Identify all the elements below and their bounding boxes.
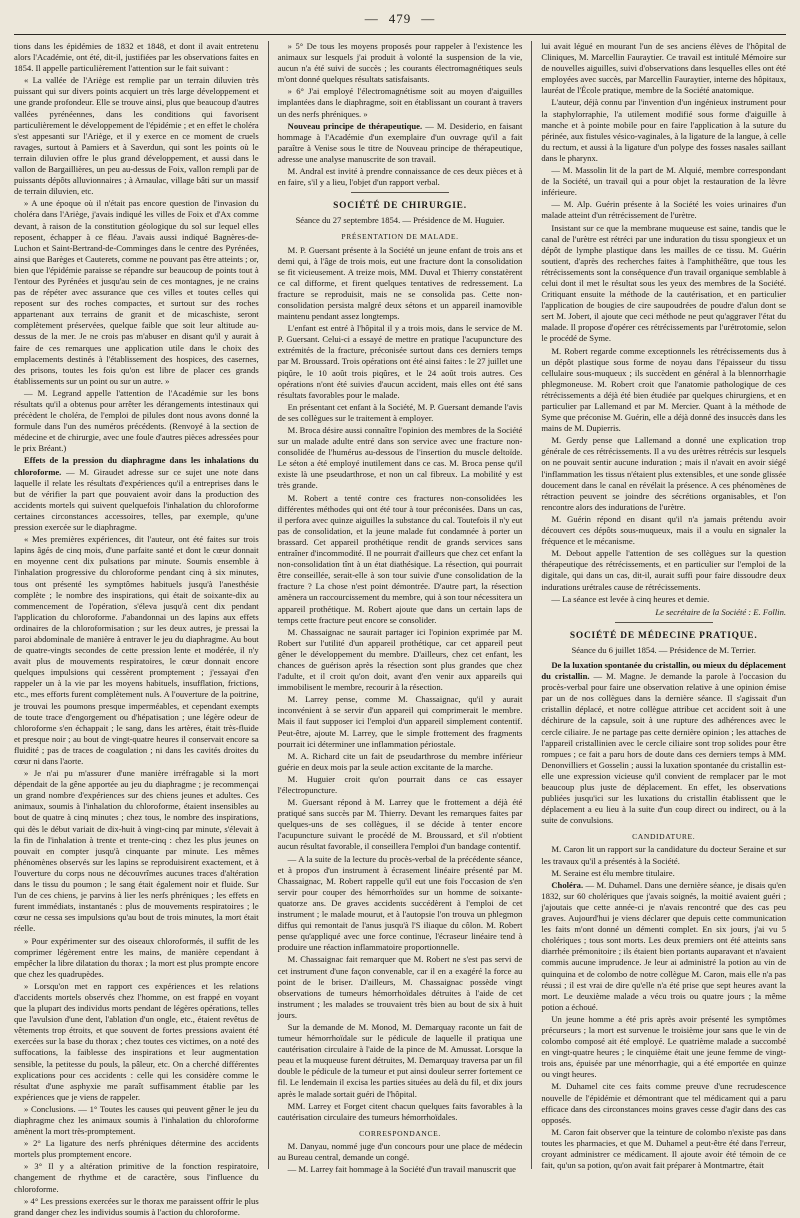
paragraph: « Mes premières expériences, dit l'auteur, ont été faites sur trois lapins âgés de cinq mois, d'une parfaite santé et dont le cœur donnait en moyenne cent dix pulsations par minute. Soumis ensemble à l'inhalation progressive du chloroforme pendant cinq à six minutes, tous ont présenté les symptômes habituels jusqu'à l'anesthésie complète ; le nombre des inspirations, qui était de soixante-dix au commencement de l'opération, s'éleva jusqu'à cent dix pendant l'application du chloroforme. J'abandonnai un des lapins aux effets ordinaires de la chloroformisation ; sur les deux autres, je pressai la paroi abdominale de manière à entraver le jeu du diaphragme. Au bout de quatre-vingts secondes de cette pression lente et modérée, il n'y avait plus de mouvements respiratoires, le cœur donnait encore quelques impulsions qui cessèrent promptement ; j'essayai d'en rappeler un à la vie par les moyens habituels, insufflation, frictions, etc., mes efforts furent complètement nuls. A l'ouverture de la poitrine, je trouvai les poumons presque imperméables, et cependant exempts de toute trace d'engorgement ou d'hépatisation ; une légère odeur de chloroforme s'en échappait ; le sang, dans les artères, était très-fluide et presque noir ; au bout de vingt-quatre heures il conservait encore sa fluidité ; pas de traces de coagulation ; ni dans les cavités droites du cœur ni dans l'aorte. — [14, 534, 259, 766]
section-divider — [351, 192, 449, 193]
paragraph: » Pour expérimenter sur des oiseaux chloroformés, il suffit de les comprimer légèrement entre les mains, de manière cependant à empêcher la libre dilatation du thorax ; la mort est plus prompte encore que chez les quadrupèdes. — [14, 935, 259, 979]
paragraph: M. Gerdy pense que Lallemand a donné une explication trop générale de ces rétrécissements. Il a vu des urètres rétrécis sur lesquels on ne pouvait sentir aucune induration ; mais il n'avait en avoir siégé l'inflammation les tissus n'étaient plus extensibles, et une sonde glissée doucement dans le canal en révélait la présence. A ces phénomènes de rétraction peuvent se joindre des sécrétions organisables, et l'on rencontre alors des indurations de l'urètre. — [541, 435, 787, 512]
paragraph: M. A. Richard cite un fait de pseudarthrose du membre inférieur guérie en deux mois par la seule action excitante de la marche. — [277, 750, 523, 772]
paragraph-text: — M. Desiderio, en faisant hommage à l'Académie d'un exemplaire d'un ouvrage qu'il a fait paraître à Venise sous le titre de Nouveau principe de thérapeutique, adresse une analyse manuscrite de son travail. — [277, 120, 523, 164]
paragraph-text: — M. Magne. Je demande la parole à l'occasion du procès-verbal pour faire une observation relative à une opinion émise par un de nos collègues dans la dernière séance. Il s'agissait d'un cristallin déplacé, et notre collègue attribue cet accident soit à une déchirure de la capsule, soit à une rupture des adhérences avec le cercle ciliaire. Je ne partage pas cette dernière opinion ; les attaches de l'appareil cristallinien avec le cercle ciliaire sont trop solides pour être rompues ; ce fait a paru hors de doute dans ces derniers temps à MM. Denonvilliers et Gosselin ; aussi la luxation spontanée du cristallin est-elle une expression vicieuse qu'il convient de remplacer par le mot beaucoup plus juste de déplacement. En effet, les observations publiées jusqu'ici sur les luxations du cristallin établissent que le déplacement a eu lieu à la suite d'un coup direct ou indirect, ou à la suite de convulsions. — [541, 671, 787, 826]
paragraph: En présentant cet enfant à la Société, M. P. Guersant demande l'avis de ses collègues sur le traitement à employer. — [277, 401, 523, 423]
paragraph: M. Huguier croit qu'on pourrait dans ce cas essayer l'électropuncture. — [277, 773, 523, 795]
session-line: Séance du 6 juillet 1854. — Présidence de M. Terrier. — [571, 644, 756, 655]
paragraph: — M. Alp. Guérin présente à la Société les voies urinaires d'un malade atteint d'un rétrécissement de l'urètre. — [541, 199, 787, 221]
paragraph: M. Chassaignac ne saurait partager ici l'opinion exprimée par M. Robert sur l'utilité d'un appareil prothétique, car cet appareil peut gêner le développement du membre. D'ailleurs, chez cet enfant, les chances de guérison après la résection sont plus grandes que chez l'adulte, et il croit qu'on doit, avant d'en venir aux appareils qui immobilisent le membre, recourir à la résection. — [277, 626, 523, 693]
section-title: SOCIÉTÉ DE MÉDECINE PRATIQUE. — [569, 630, 758, 641]
paragraph: M. Debout appelle l'attention de ses collègues sur la question thérapeutique des rétrécissements, et en particulier sur l'emploi de la digitale, qui dans un cas, dit-il, aurait suffi pour faire dissoudre deux indurations urétrales cause de rétrécissements. — [541, 548, 787, 592]
paragraph: M. Robert a tenté contre ces fractures non-consolidées les différentes méthodes qui ont été tour à tour préconisées. Dans un cas, il perfora avec quinze aiguilles la substance du cal. Toutefois il n'y eut pas de consolidation, et la jeune malade fut condamnée à porter un brassard. Cet appareil prothétique rendit de grands services sans entraîner d'incommodité. Il ne pourrait d'ailleurs que chez cet enfant la non-consolidation tînt à un état diathésique. La résection, qui pourrait être conseillée, serait-elle à son tour suivie d'une consolidation de la fracture ? La chose n'est point démontrée. D'autre part, la résection amènera un raccourcissement du membre, qui à son tour nécessitera un appareil prothétique. M. Robert ajoute que dans un certain laps de temps cette fracture peut encore se consolider. — [277, 492, 523, 625]
column-3 — [541, 41, 786, 1169]
paragraph: — M. Larrey fait hommage à la Société d'un travail manuscrit que — [287, 1164, 516, 1175]
paragraph: L'auteur, déjà connu par l'invention d'un ingénieux instrument pour la staphylorraphie, l'a utilement modifié sous forme d'aiguille à manche et à pointe mobile pour en faire l'application à la suture du périnée, aux fistules vésico-vaginales, à la ligature de la langue, à celle du rectum, et aussi à la ligature d'un polype des fosses nasales saillant dans le pharynx. — [541, 97, 787, 163]
paragraph: M. Guersant répond à M. Larrey que le frottement a déjà été pratiqué sans succès par M. Thierry. Devant les remarques faites par quelques-uns de ses collègues, il se décide à tenter encore l'acupuncture suivant le procédé de M. Broussard, et s'il n'obtient aucun résultat favorable, il conseillera l'emploi d'un bandage contentif. — [277, 797, 523, 852]
paragraph: MM. Larrey et Forget citent chacun quelques faits favorables à la cautérisation circulaire des tumeurs hémorrhoïdales. — [277, 1100, 523, 1122]
column-2 — [277, 41, 523, 1175]
paragraph: Un jeune homme a été pris après avoir présenté les symptômes précurseurs ; la mort est survenue le troisième jour sans que le vin de colombo composé ait été employé. Le quatrième malade a succombé en vingt-quatre heures ; le cinquième était une jeune femme de vingt-trois ans, épuisée par une ménorrhagie, qui a été emportée en quinze ou vingt heures. — [541, 1013, 787, 1080]
subheading: CANDIDATURE. — [632, 832, 696, 842]
paragraph: » A une époque où il n'était pas encore question de l'invasion du choléra dans l'Ariège, j'avais indiqué les villes de Foix et d'Ax comme devant, à raison de la constitution géologique du sol sur lequel elles reposent, échapper à ce fléau. J'avais aussi indiqué Bagnères-de-Luchon et Saint-Bertrand-de-Comminges dans le centre des Pyrénées, ainsi que Barèges et Cauterets, comme ne pouvant pas être atteints ; or, bien que l'épidémie paraisse se répandre sur beaucoup de points tout à l'entour des Pyrénées et jusqu'au sein de ces montagnes, je ne crains pas de répéter avec assurance que ces villes et toutes celles qui reposent sur des roches compactes, et surtout sur des roches appartenant aux terrains de granit et de micaschiste, seront complètement préservées, quelque faible que soit leur altitude au-dessus de la mer. Je ne crois pas m'abuser en disant qu'il y aurait à faire de ces remarques une application utile dans le choix des emplacements destinés à l'établissement des hospices, des casernes, des prisons, toutes les fois qu'on est libre de placer ces grands établissements sur un point ou sur un autre. » — [14, 198, 259, 386]
section-title: SOCIÉTÉ DE CHIRURGIE. — [333, 201, 467, 212]
paragraph: — A la suite de la lecture du procès-verbal de la précédente séance, et à propos d'un instrument à écrasement linéaire présenté par M. Chassaignac, M. Robert rappelle qu'il eut une fois l'occasion de s'en servir pour couper des hémorrhoïdes sur un homme de soixante-quatorze ans. De graves accidents succédèrent à l'emploi de cet instrument ; le malade mourut, et à l'autopsie l'on trouva un phlegmon diffus qui remontait de l'anus jusqu'à l'S iliaque du côlon. M. Robert pense qu'appliqué avec une force continue, l'écraseur linéaire tend à produire une réaction inflammatoire proportionnelle. — [277, 853, 523, 953]
paragraph: — M. Legrand appelle l'attention de l'Académie sur les bons résultats qu'il a obtenus pour arrêter les dérangements intestinaux qui précèdent le choléra, de l'emploi de pilules dont nous avons donné la formule dans l'un des numéros précédents. (Renvoyé à la section de médecine et de chirurgie, avec une foule d'autres pièces adressées pour le prix Bréant.) — [14, 387, 259, 454]
paragraph: — M. Massolin lit de la part de M. Alquié, membre correspondant de la Société, un travail qui a pour objet la restauration de la lèvre inférieure. — [541, 165, 787, 198]
header-dash-left: — — [364, 11, 379, 26]
paragraph: » 3° Il y a altération primitive de la fonction respiratoire, changement de rhythme et de caractère, sous l'influence du chloroforme. — [14, 1161, 259, 1194]
paragraph: lui avait légué en mourant l'un de ses anciens élèves de l'hôpital de Cliniques, M. Marcellin Fauraytier. Ce travail est intitulé Mémoire sur de nouvelles aiguilles, suivi d'observations dans lesquelles elles ont été employées avec succès, par Marcellin Fauraytier, interne des hôpitaux, lauréat de l'École pratique, membre de la Société anatomique. — [541, 41, 787, 96]
column-divider — [268, 41, 269, 1169]
header-dash-right: — — [421, 11, 436, 26]
column-divider — [531, 41, 532, 1169]
secretary-signature: Le secrétaire de la Société : E. Follin. — [655, 606, 787, 617]
paragraph: Insistant sur ce que la membrane muqueuse est saine, tandis que le canal de l'urètre est rétréci par une induration du tissu spongieux et un dépôt de lymphe plastique dans les mailles de ce tissu. M. Guérin soutient, d'après des recherches faites à l'amphithéâtre, que tous les rétrécissements sont la conséquence d'un travail organique semblable à celui dont il met le résultat sous les yeux des membres de la Société. Critiquant ensuite la méthode de la cautérisation, et en particulier l'application de bougies de cire saupoudrées de poudre d'alun dont se sert M. Jobert, il ajoute que ceci méthode ne peut qu'aggraver l'état du malade. Il propose d'opérer ces rétrécissements par l'urétrotomie, selon le procédé de Syme. — [541, 222, 787, 344]
paragraph: « La vallée de l'Ariège est remplie par un terrain diluvien très puissant qui sur divers points acquiert un très large développement et une grande profondeur. Elle se trouve ainsi, plus que beaucoup d'autres vallées pyrénéennes, dans les conditions qui favorisent particulièrement le développement de l'épidémie ; et en effet le choléra s'est appesanti sur l'Ariège, et il y exerce en ce moment de cruels ravages, surtout à Pamiers et à Saverdun, qui sont les points où le terrain diluvien offre le plus grand développement, et aussi dans le vallon de Bargaillières, un peu au-dessus de Foix, vallon rempli par de puissants dépôts alluvionnaires ; à Arnaulac, village bâti sur un massif de terrain diluvien, etc. — [14, 75, 259, 197]
paragraph-title: Choléra. — [551, 879, 584, 890]
column-1 — [14, 41, 259, 1217]
paragraph-with-title — [14, 455, 259, 533]
paragraph: M. Guérin répond en disant qu'il n'a jamais prétendu avoir découvert ces dépôts sous-muqueux, mais il a voulu en signaler la fréquence et le mécanisme. — [541, 513, 787, 547]
paragraph: Sur la demande de M. Monod, M. Demarquay raconte un fait de tumeur hémorrhoïdale sur le pédicule de laquelle il pratiqua une cautérisation circulaire à l'aide de la pince de M. Amussat. Lorsque la peau et la muqueuse furent détruites, M. Demarquay traversa par un fil double le pédicule de la tumeur et put ainsi douleur serrer fortement ce fil. Le lendemain il excisa les parties situées au delà du fil, et dix jours après le malade sortait guéri de l'hôpital. — [277, 1021, 523, 1099]
paragraph: M. P. Guersant présente à la Société un jeune enfant de trois ans et demi qui, à l'âge de trois mois, eut une fracture dont la consolidation se fit vicieusement. A treize mois, MM. Duval et Thierry constatèrent ce cal difforme, et firent quelques tentatives de redressement. La fracture se reproduisit, mais ne se consolida pas. Cette non-consolidation persista malgré deux sétons et un appareil inamovible maintenu pendant assez longtemps. — [277, 244, 523, 322]
header-rule — [14, 34, 786, 35]
paragraph: » 2° La ligature des nerfs phréniques détermine des accidents mortels plus promptement encore. — [14, 1138, 259, 1160]
paragraph-title: Effets de la pression du diaphragme dans les inhalations du chloroforme. — [14, 455, 259, 477]
paragraph: M. Danyau, nommé juge d'un concours pour une place de médecin au Bureau central, demande un congé. — [277, 1140, 523, 1162]
paragraph: tions dans les épidémies de 1832 et 1848, et dont il avait entretenu alors l'Académie, ont été, dit-il, justifiées par les observations faites en 1854. Il appelle particulièrement l'attention sur le fait suivant : — [14, 41, 259, 74]
paragraph-with-title — [541, 660, 786, 826]
paragraph: M. Robert regarde comme exceptionnels les rétrécissements dus à un dépôt plastique sous forme de noyau dans l'épaisseur du tissu cellulaire sous-muqueux ; ils succèdent en général à la blennorrhagie phlegmoneuse. M. Robert croit que l'anatomie pathologique de ces rétrécissements a déjà été bien étudiée par quelques chirurgiens, et en particulier par Lallemand et par M. Mercier. Quant à la méthode de Syme que préconise M. Guérin, elle a déjà donné des insuccès dans les mains de M. Dupierris. — [541, 345, 787, 434]
paragraph: L'enfant est entré à l'hôpital il y a trois mois, dans le service de M. P. Guersant. Celui-ci a essayé de mettre en pratique l'acupuncture des extrémités de la fracture, préconisée surtout dans ces derniers temps par M. Broussard. Trois opérations ont été ainsi faites : le 27 juillet une piqûre, le 10 août trois piqûres, et le 24 août trois autres. Ces opérations n'ont été suivies d'aucun accident, mais elles ont été sans résultats favorables pour le malade. — [277, 323, 523, 400]
paragraph-with-title — [278, 121, 523, 165]
section-divider — [615, 622, 713, 623]
paragraph-title: Nouveau principe de thérapeutique. — [287, 120, 423, 131]
paragraph: M. Chassaignac fait remarquer que M. Robert ne s'est pas servi de cet instrument d'une façon convenable, car il en a exagéré la force au point de le briser. D'ailleurs, M. Chassaignac possède vingt observations de tumeurs hémorrhoïdales détruites à l'aide de cet instrument ; les malades se trouvaient très bien au bout de six à huit jours. — [277, 954, 523, 1020]
paragraph: » 5° De tous les moyens proposés pour rappeler à l'existence les animaux sur lesquels j'ai produit à volonté la suspension de la vie, aucun n'a été suivi de succès ; les courants électromagnétiques seuls m'ont donné quelques résultats satisfaisants. — [277, 41, 523, 85]
page-header — [14, 8, 786, 30]
columns — [14, 41, 787, 1217]
paragraph: » Lorsqu'on met en rapport ces expériences et les relations d'accidents mortels observés chez l'homme, on est frappé en voyant que la plupart des individus morts pendant de légères opérations, telles que l'avulsion d'une dent, l'ablation d'un ongle, etc., étaient revêtus de vêtements trop étroits, et que souvent de fortes pressions avaient été exercées sur la base du thorax ; chez toutes ces victimes, on a noté des suffocations, la faiblesse des inspirations et leur augmentation sensible, la petitesse du pouls, la pâleur, etc. On a cherché différentes explications pour ces accidents : celle qui les considère comme le résultat d'une asphyxie me paraît suffisamment établie par les expériences que je viens de rappeler. — [14, 980, 259, 1102]
paragraph-text: — M. Giraudet adresse sur ce sujet une note dans laquelle il relate les résultats d'expériences qu'il a entreprises dans le but de vérifier la part que pouvaient avoir dans la production des accidents mortels qui suivent quelquefois l'inhalation du chloroforme certaines circonstances accessoires, telles, par exemple, qu'une pression exercée sur le diaphragme. — [14, 466, 259, 533]
paragraph: » 6° J'ai employé l'électromagnétisme soit au moyen d'aiguilles implantées dans le diaphragme, soit en établissant un courant à travers un des nerfs phréniques. » — [277, 86, 523, 119]
paragraph: M. Andral est invité à prendre connaissance de ces deux pièces et à en faire, s'il y a lieu, l'objet d'un rapport verbal. — [277, 166, 523, 188]
paragraph-title: De la luxation spontanée du cristallin, ou mieux du déplacement du cristallin. — [541, 659, 787, 682]
paragraph: M. Caron lit un rapport sur la candidature du docteur Seraine et sur les travaux qu'il a présentés à la Société. — [541, 844, 787, 866]
paragraph-text: — M. Duhamel. Dans une dernière séance, je disais qu'en 1832, sur 60 cholériques que j'avais soignés, la moitié avaient guéri ; j'ajoutais que cette année-ci je n'avais rencontré que des cas peu graves. Aujourd'hui je viens déclarer que depuis cette communication les faits m'ont donné un démenti complet. En six jours, j'ai vu 5 cholériques ; tous sont morts. Les deux premiers ont été atteints sans diarrhée prémonitoire ; ils étaient bien portants auparavant et n'avaient commis aucune imprudence. Je leur ai administré la potion au vin de quinquina et de colombo de notre collègue M. Caron, mais elle n'a pas réussi ; il est vrai de dire qu'elle n'a été prise que sept heures avant la mort. Le deuxième malade a vécu trois ou quatre jours ; la même potion a échoué. — [541, 879, 787, 1012]
paragraph: M. Caron fait observer que la teinture de colombo n'existe pas dans toutes les pharmacies, et que M. Duhamel a peut-être été dans l'erreur, croyant administrer ce médicament. Il ajoute avoir été témoin de ce fait, qu'un sa potion, qu'on avait fait préparer à Montmartre, était — [541, 1126, 787, 1171]
subheading: CORRESPONDANCE. — [359, 1128, 441, 1138]
paragraph: » 4° Les pressions exercées sur le thorax me paraissent offrir le plus grand danger chez les individus soumis à l'action du chloroforme. — [14, 1195, 259, 1217]
page-number: 479 — [388, 11, 412, 26]
paragraph: M. Broca désire aussi connaître l'opinion des membres de la Société sur un malade adulte entré dans son service avec une fracture non-consolidée de l'humérus au-dessous de l'insertion du muscle deltoïde. Le séton a été employé inutilement dans ce cas. M. Broca pense qu'il existe là une pseudarthrose, et non un cal fibreux. La mobilité y est très grande. — [277, 425, 523, 491]
paragraph-with-title — [541, 880, 786, 1013]
paragraph: M. Seraine est élu membre titulaire. — [551, 867, 675, 878]
session-line: Séance du 27 septembre 1854. — Présidence de M. Huguier. — [295, 215, 505, 226]
paragraph: M. Duhamel cite ces faits comme preuve d'une recrudescence nouvelle de l'épidémie et démontrant que tel médicament qui a paru efficace dans des circonstances moins graves cesse d'agir dans des cas opposés. — [541, 1081, 787, 1125]
subheading: PRÉSENTATION DE MALADE. — [341, 232, 459, 242]
paragraph: » Je n'ai pu m'assurer d'une manière irréfragable si la mort dépendait de la gêne apportée au jeu du diaphragme ; je recommençai un grand nombre d'expériences sur des chiens jeunes et adultes. Ces animaux, soumis à l'inhalation du chloroforme, étaient insensibles au bout de quatre à cinq minutes ; chez tous, le nombre des inspirations, qui dès le début variait de dix-huit à vingt-cinq par minute, s'élevait à la fin de l'inhalation à trente et trente-cinq : chez les plus jeunes on pouvait en compter jusqu'à cinquante par minute. Les mêmes phénomènes observés sur les lapins se reproduisirent exactement, et à l'ouverture du corps nous ne découvrîmes aucunes traces d'altération dans le tissu du poumon ; le sang était également noir et fluide. Sur l'un de ces chiens, je parvins à lier les nerfs phréniques ; les effets en furent immédiats, instantanés : plus de mouvements respiratoires ; le cœur ne cessa ses impulsions qu'au bout de trois minutes, la mort était réelle. — [14, 768, 259, 934]
paragraph: M. Larrey pense, comme M. Chassaignac, qu'il y aurait inconvénient à se servir d'un appareil qui comprimerait le membre. Mais il faut supposer ici l'emploi d'un appareil simplement contentif. Peut-être, ajoute M. Larrey, que le simple frottement des fragments pourrait ici déterminer une inflammation périostale. — [277, 694, 523, 749]
paragraph: — La séance est levée à cinq heures et demie. — [551, 593, 710, 604]
paragraph: » Conclusions. — 1° Toutes les causes qui peuvent gêner le jeu du diaphragme chez les animaux soumis à l'inhalation du chloroforme amènent la mort très-promptement. — [14, 1103, 259, 1137]
